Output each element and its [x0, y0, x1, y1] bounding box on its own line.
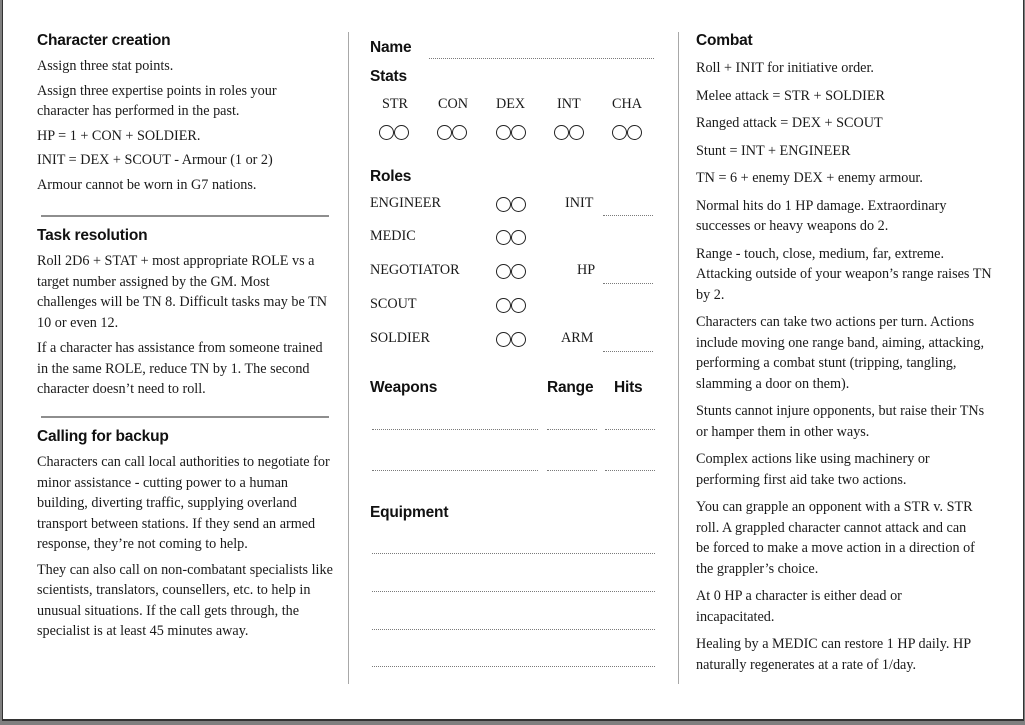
role-pips-engineer — [496, 197, 526, 212]
stat-pip-checkbox[interactable] — [569, 125, 584, 140]
stat-label-cha: CHA — [612, 96, 642, 112]
paragraph: If a character has assistance from someone trained in the same ROLE, reduce TN by 1. The second character doesn’t need to roll. — [37, 340, 323, 397]
role-pip-checkbox[interactable] — [511, 197, 526, 212]
section-title-task-resolution: Task resolution — [37, 227, 148, 244]
section-rule — [41, 416, 329, 418]
name-field[interactable] — [429, 58, 654, 59]
paragraph: At 0 HP a character is either dead or incapacitated. — [696, 588, 902, 625]
section-title-character-creation: Character creation — [37, 32, 171, 49]
paragraph: Roll + INIT for initiative order. — [696, 60, 874, 76]
role-pip-checkbox[interactable] — [511, 332, 526, 347]
paragraph: Stunts cannot injure opponents, but raise their TNs or hamper them in other ways. — [696, 403, 985, 440]
role-pip-checkbox[interactable] — [511, 230, 526, 245]
paragraph: Assign three stat points. — [37, 58, 174, 74]
name-label: Name — [370, 39, 412, 56]
section-title-combat: Combat — [696, 32, 753, 49]
stat-pips-dex — [496, 125, 526, 140]
paragraph: HP = 1 + CON + SOLDIER. — [37, 127, 201, 144]
equipment-field[interactable] — [372, 553, 655, 554]
equipment-field[interactable] — [372, 666, 655, 667]
stats-label: Stats — [370, 68, 407, 85]
stat-pip-checkbox[interactable] — [394, 125, 409, 140]
stat-pips-int — [554, 125, 584, 140]
role-label-soldier: SOLDIER — [370, 330, 430, 346]
paragraph: You can grapple an opponent with a STR v. STR roll. A grappled character cannot attack and can be forced to make a move action in a direction of the grappler’s choice. — [696, 499, 975, 577]
stat-pip-checkbox[interactable] — [511, 125, 526, 140]
paragraph: INIT = DEX + SCOUT - Armour (1 or 2) — [37, 152, 273, 168]
role-pips-scout — [496, 298, 526, 313]
arm-field[interactable] — [603, 351, 653, 352]
weapon-name-field[interactable] — [372, 429, 538, 430]
role-pips-medic — [496, 230, 526, 245]
stat-label-str: STR — [382, 96, 409, 112]
column-divider-right — [678, 32, 679, 684]
paragraph: Complex actions like using machinery or performing first aid take two actions. — [696, 451, 930, 488]
role-label-medic: MEDIC — [370, 228, 416, 244]
section-rule — [41, 215, 329, 217]
paragraph: Armour cannot be worn in G7 nations. — [37, 176, 257, 193]
paragraph: TN = 6 + enemy DEX + enemy armour. — [696, 170, 923, 186]
role-pip-checkbox[interactable] — [496, 197, 511, 212]
stat-pip-checkbox[interactable] — [437, 125, 452, 140]
stat-pips-str — [379, 125, 409, 140]
arm-label: ARM — [561, 330, 594, 346]
paragraph: Assign three expertise points in roles your character has performed in the past. — [37, 82, 277, 119]
stat-pip-checkbox[interactable] — [379, 125, 394, 140]
section-title-calling-for-backup: Calling for backup — [37, 428, 169, 445]
equipment-field[interactable] — [372, 591, 655, 592]
weapon-hits-field[interactable] — [605, 470, 655, 471]
paragraph: Stunt = INT + ENGINEER — [696, 142, 851, 159]
roles-label: Roles — [370, 168, 412, 185]
paragraph: Characters can call local authorities to negotiate for minor assistance - cutting power to a human building, diverting traffic, supplying overland transport between stations. If they send an armed response, they’re not coming to help. — [37, 454, 330, 552]
role-label-scout: SCOUT — [370, 296, 417, 312]
weapon-range-field[interactable] — [547, 429, 597, 430]
stat-pip-checkbox[interactable] — [496, 125, 511, 140]
stat-pip-checkbox[interactable] — [452, 125, 467, 140]
role-pip-checkbox[interactable] — [496, 298, 511, 313]
column-divider-left — [348, 32, 349, 684]
role-label-engineer: ENGINEER — [370, 195, 441, 211]
paragraph: Melee attack = STR + SOLDIER — [696, 87, 885, 104]
role-label-negotiator: NEGOTIATOR — [370, 262, 460, 278]
stat-pip-checkbox[interactable] — [612, 125, 627, 140]
stat-pips-cha — [612, 125, 642, 140]
hits-label: Hits — [614, 379, 643, 396]
paragraph: Range - touch, close, medium, far, extreme. Attacking outside of your weapon’s range raises TN by 2. — [696, 245, 992, 303]
equipment-label: Equipment — [370, 504, 449, 521]
paragraph: Roll 2D6 + STAT + most appropriate ROLE vs a target number assigned by the GM. Most challenges will be TN 8. Difficult tasks may be TN 10 or even 12. — [37, 253, 327, 331]
backup-body — [37, 452, 335, 642]
weapon-hits-field[interactable] — [605, 429, 655, 430]
role-pip-checkbox[interactable] — [511, 264, 526, 279]
paragraph: Ranged attack = DEX + SCOUT — [696, 115, 883, 131]
stat-label-dex: DEX — [496, 96, 526, 112]
paragraph: They can also call on non-combatant specialists like scientists, translators, counsellers, etc. to help in unusual situations. If the call gets through, the specialist is at least 45 minutes away. — [37, 561, 333, 639]
rules-page — [2, 0, 1024, 721]
combat-body — [696, 58, 996, 675]
hp-field[interactable] — [603, 283, 653, 284]
role-pip-checkbox[interactable] — [496, 230, 511, 245]
weapon-range-field[interactable] — [547, 470, 597, 471]
weapon-name-field[interactable] — [372, 470, 538, 471]
paragraph: Healing by a MEDIC can restore 1 HP daily. HP naturally regenerates at a rate of 1/day. — [696, 636, 971, 673]
stat-label-con: CON — [438, 96, 468, 112]
character-creation-body — [37, 56, 337, 195]
stat-pip-checkbox[interactable] — [554, 125, 569, 140]
init-field[interactable] — [603, 215, 653, 216]
weapons-label: Weapons — [370, 379, 438, 396]
range-label: Range — [547, 379, 594, 396]
paragraph: Normal hits do 1 HP damage. Extraordinary successes or heavy weapons do 2. — [696, 197, 947, 234]
hp-label: HP — [577, 262, 596, 278]
init-label: INIT — [565, 195, 594, 211]
equipment-field[interactable] — [372, 629, 655, 630]
stat-label-int: INT — [557, 96, 581, 112]
role-pip-checkbox[interactable] — [496, 264, 511, 279]
role-pip-checkbox[interactable] — [496, 332, 511, 347]
task-resolution-body — [37, 251, 333, 400]
paragraph: Characters can take two actions per turn. Actions include moving one range band, aiming, attacking, performing a combat stunt (tripping, tangling, slamming a door on them). — [696, 314, 985, 392]
role-pip-checkbox[interactable] — [511, 298, 526, 313]
role-pips-negotiator — [496, 264, 526, 279]
stat-pip-checkbox[interactable] — [627, 125, 642, 140]
role-pips-soldier — [496, 332, 526, 347]
stat-pips-con — [437, 125, 467, 140]
